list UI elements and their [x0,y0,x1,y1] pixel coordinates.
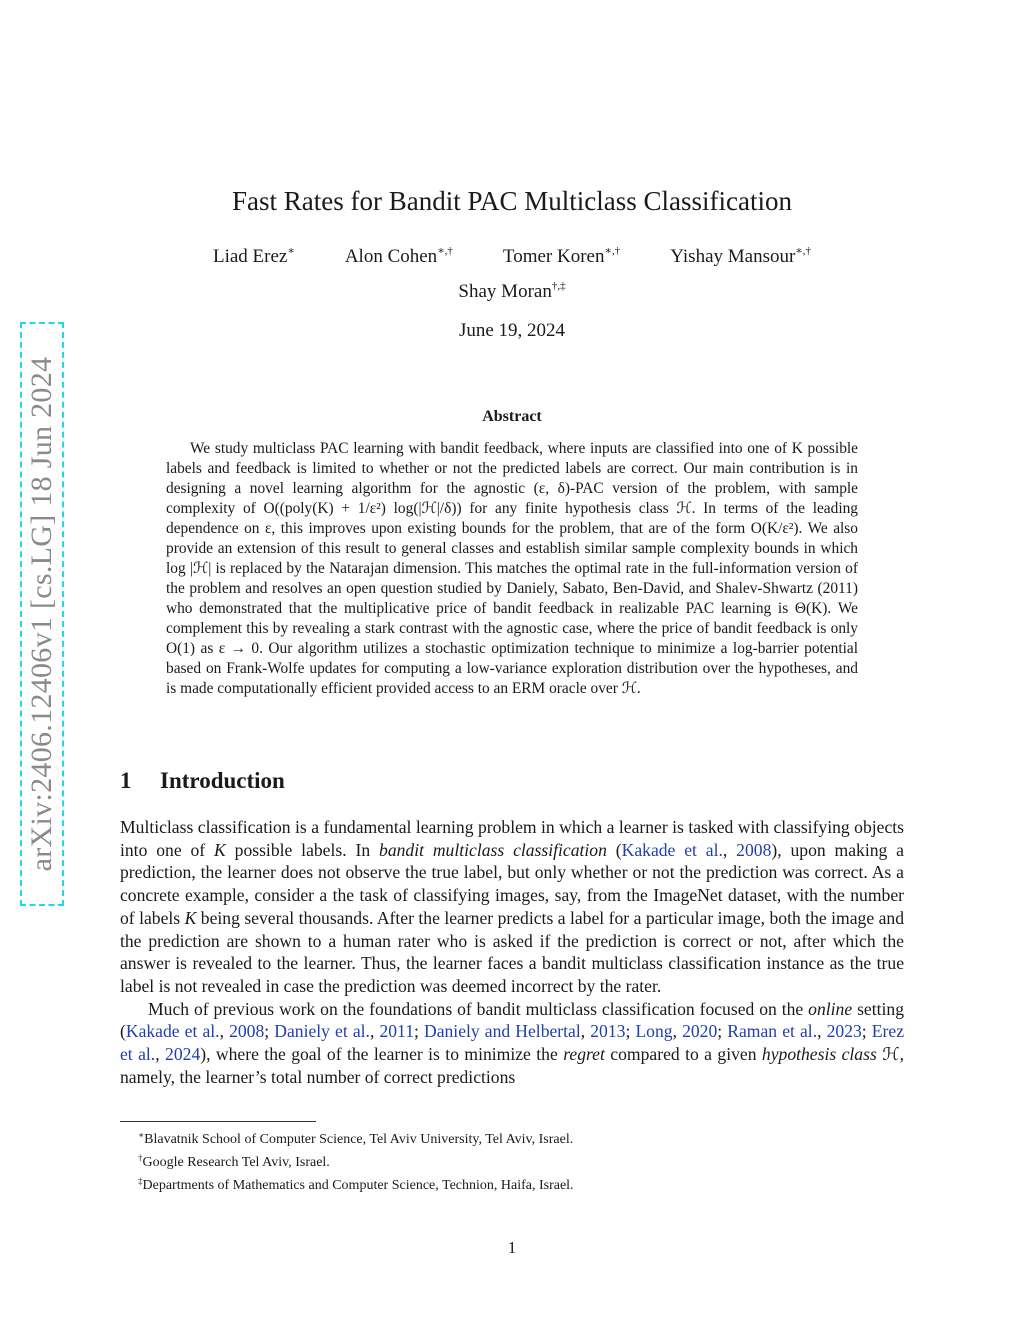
affiliation-marks: ∗,† [795,245,812,257]
abstract-text: We study multiclass PAC learning with bandit feedback, where inputs are classified into one of K possible labels and feedback is limited to whether or not the predicted labels are correct. Our main contribution is in designing a novel learning algorithm for the agnostic (ε, δ)-PAC version of the problem, with sample complexity of O((poly(K) + 1/ε²) log(|ℋ|/δ)) for any finite hypothesis class ℋ. In terms of the leading dependence on ε, this improves upon existing bounds for the problem, that are of the form O(K/ε²). We also provide an extension of this result to general classes and establish similar sample complexity bounds in which log |ℋ| is replaced by the Natarajan dimension. This matches the optimal rate in the full-information version of the problem and resolves an open question studied by Daniely, Sabato, Ben-David, and Shalev-Shwartz (2011) who demonstrated that the multiplicative price of bandit feedback in realizable PAC learning is Θ(K). We complement this by revealing a stark contrast with the agnostic case, where the price of bandit feedback is only O(1) as ε → 0. Our algorithm utilizes a stochastic optimization technique to minimize a log-barrier potential based on Frank-Wolfe updates for computing a low-variance exploration distribution over the hypotheses, and is made computationally efficient provided access to an ERM oracle over ℋ. [166,440,858,697]
citation-link[interactable]: 2020 [682,1021,718,1042]
footnote-text: Departments of Mathematics and Computer Science, Technion, Haifa, Israel. [142,1178,574,1193]
footnote-2 [138,1149,904,1172]
citation-link[interactable]: Daniely et al. [274,1021,370,1042]
footnote-mark: ‡ [138,1176,143,1186]
author-row-second [120,280,904,303]
footnote-mark: ∗ [138,1130,145,1140]
paragraph [120,816,904,998]
text-run: , [722,839,737,860]
text-run: ; [625,1021,636,1042]
footnote-text: Google Research Tel Aviv, Israel. [142,1155,330,1170]
text-run: ; [717,1021,728,1042]
math-var: K [184,907,197,928]
emphasis-term: online [808,998,853,1019]
text-run: , [155,1044,166,1065]
affiliation-marks: ∗,† [604,245,621,257]
author-koren [503,244,620,268]
emphasis-term: regret [563,1044,605,1065]
arxiv-stamp[interactable] [20,322,64,906]
text-run: compared to a given [604,1044,762,1065]
text-run: ), upon making a prediction, the learner does not observe the true label, but only whether or not the prediction was correct. As a concrete example, consider a the task of classifying images, say, from the ImageNet dataset, with the number of labels [120,839,904,928]
footnote-1 [138,1126,904,1149]
text-run: ; [414,1021,424,1042]
text-run: Much of previous work on the foundations of bandit multiclass classification focused on the [148,998,809,1019]
footnote-divider [120,1121,316,1122]
text-run: ( [606,839,622,860]
author-list [120,244,904,303]
citation-link[interactable]: Kakade et al. [621,839,723,860]
text-run: possible labels. In [225,839,380,860]
emphasis-term: bandit multiclass classification [379,839,607,860]
citation-link[interactable]: Long [635,1021,673,1042]
citation-link[interactable]: 2024 [165,1044,201,1065]
text-run: , [580,1021,591,1042]
author-row-first [120,244,904,268]
citation-link[interactable]: Kakade et al. [125,1021,220,1042]
author-cohen [345,244,453,268]
author-mansour [670,244,811,268]
text-run: being several thousands. After the learner predicts a label for a particular image, both the image and the prediction are shown to a human rater who is asked if the prediction is correct or not, after which the answer is revealed to the learner. Thus, the learner faces a bandit multiclass classification instance as the true label is not revealed in case the prediction was deemed incorrect by the rater. [120,907,904,996]
arxiv-identifier[interactable]: arXiv:2406.12406v1 [cs.LG] 18 Jun 2024 [25,356,58,872]
emphasis-term: hypothesis class [761,1044,877,1065]
text-run: ℋ, namely, the learner’s total number of correct predictions [120,1044,905,1087]
text-run: , [219,1021,230,1042]
text-run: ; [264,1021,275,1042]
publication-date: June 19, 2024 [458,320,566,341]
citation-link[interactable]: Daniely and Helbertal [424,1021,581,1042]
author-name: Tomer Koren [502,246,605,267]
citation-link[interactable]: Raman et al. [727,1021,818,1042]
footnote-3 [138,1172,904,1195]
text-run: ), where the goal of the learner is to minimize the [200,1044,564,1065]
affiliation-marks: ∗ [287,245,295,257]
abstract-heading: Abstract [482,408,542,425]
page-number: 1 [507,1238,517,1257]
footnote-mark: † [138,1153,143,1163]
citation-link[interactable]: 2023 [826,1021,862,1042]
citation-link[interactable]: Erez et al. [120,1021,905,1065]
text-run: setting ( [120,998,904,1042]
affiliation-marks: †,‡ [551,280,566,292]
author-name: Shay Moran [458,281,552,302]
section-title: Introduction [160,768,285,793]
math-var: K [214,839,226,860]
text-run: , [369,1021,380,1042]
text-run: , [817,1021,827,1042]
author-name: Yishay Mansour [670,246,796,267]
paragraph [120,998,904,1089]
citation-link[interactable]: 2011 [379,1021,414,1042]
citation-link[interactable]: 2008 [736,839,772,860]
author-moran [458,280,565,303]
section-number: 1 [120,768,132,793]
text-run: , [672,1021,683,1042]
affiliation-marks: ∗,† [437,245,453,257]
paper-title: Fast Rates for Bandit PAC Multiclass Classification [232,186,792,216]
section-heading [120,768,285,794]
author-name: Alon Cohen [344,246,438,267]
author-name: Liad Erez [212,246,288,267]
footnotes [138,1126,904,1195]
introduction-body [120,816,904,1088]
footnote-text: Blavatnik School of Computer Science, Tel Aviv University, Tel Aviv, Israel. [144,1132,574,1147]
citation-link[interactable]: 2008 [229,1021,265,1042]
author-erez [213,244,295,268]
citation-link[interactable]: 2013 [590,1021,626,1042]
text-run: ; [861,1021,872,1042]
text-run: Multiclass classification is a fundamental learning problem in which a learner is tasked with classifying objects into one of [120,817,904,860]
